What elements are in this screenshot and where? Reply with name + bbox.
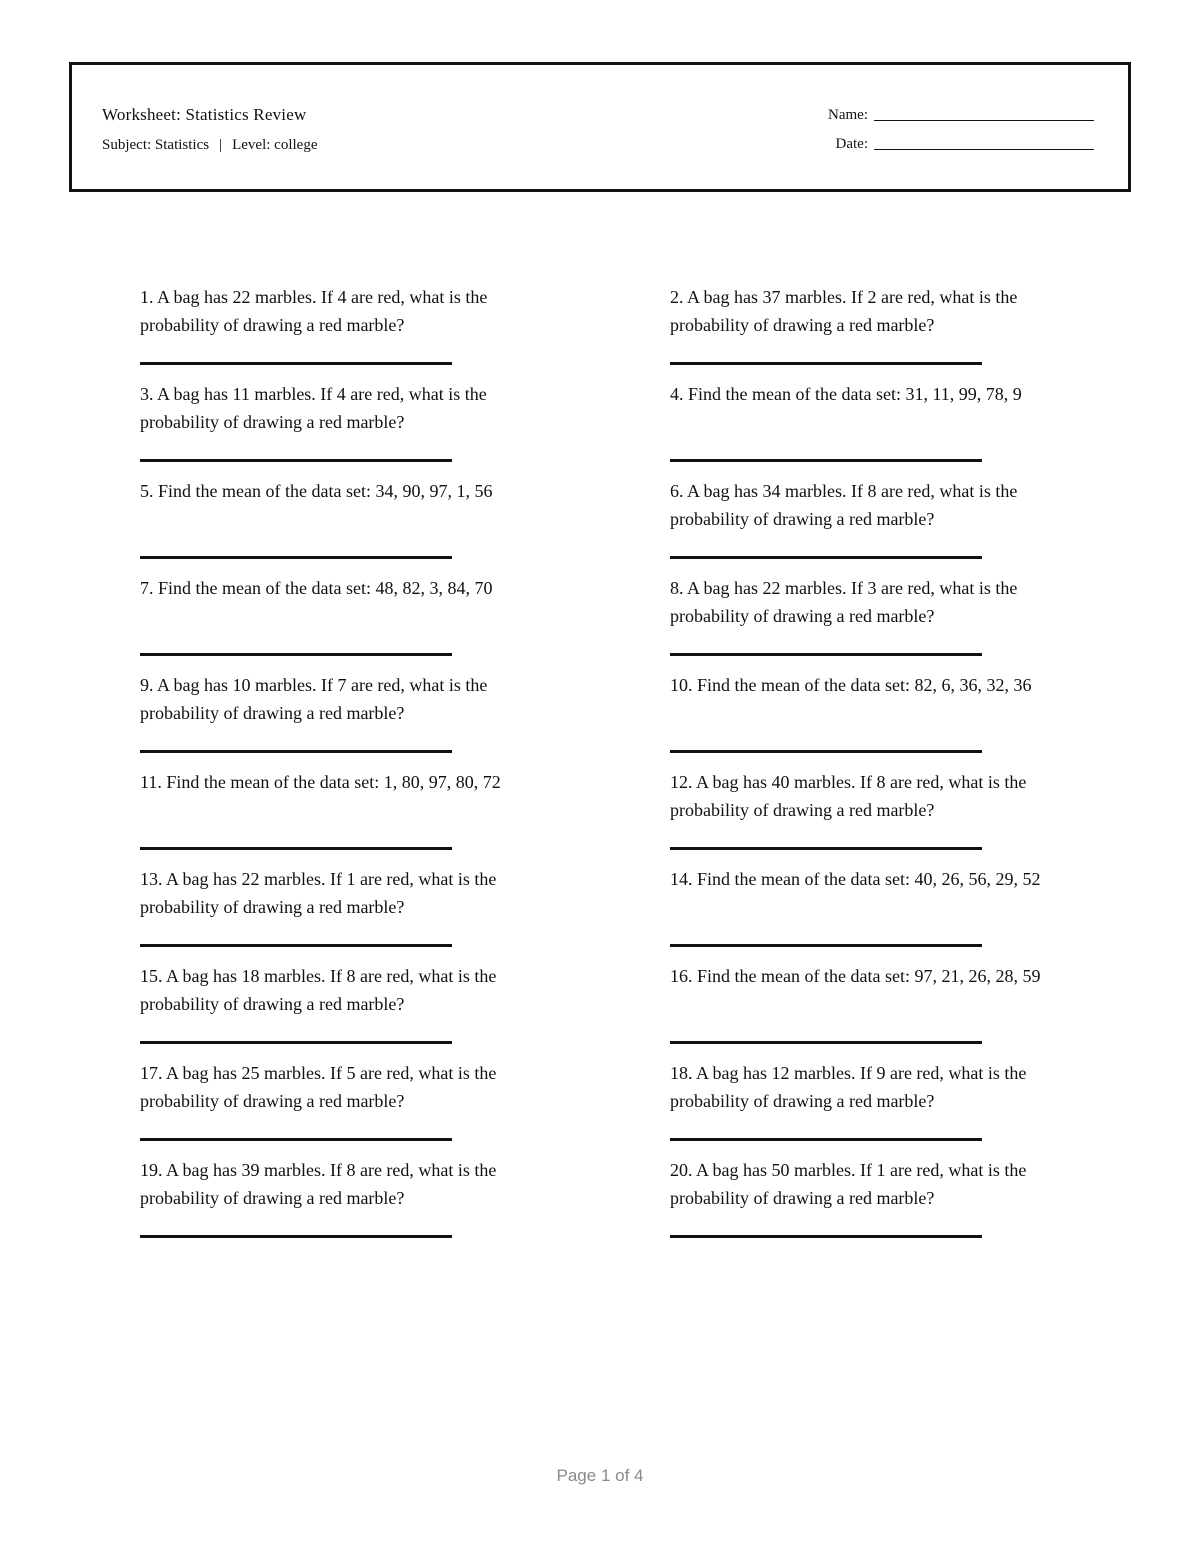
answer-line[interactable]: [670, 362, 982, 365]
question-text: 9. A bag has 10 marbles. If 7 are red, what is the probability of drawing a red marble?: [140, 675, 488, 723]
question-text: 7. Find the mean of the data set: 48, 82, 3, 84, 70: [140, 578, 493, 598]
question-text: 19. A bag has 39 marbles. If 8 are red, what is the probability of drawing a red marble?: [140, 1160, 497, 1208]
question-text: 8. A bag has 22 marbles. If 3 are red, what is the probability of drawing a red marble?: [670, 578, 1018, 626]
answer-line[interactable]: [140, 459, 452, 462]
question-text: 1. A bag has 22 marbles. If 4 are red, what is the probability of drawing a red marble?: [140, 287, 488, 335]
worksheet-title: Worksheet: Statistics Review: [102, 105, 307, 124]
question-item: [140, 1156, 570, 1253]
question-item: [670, 671, 1100, 768]
question-item: [670, 477, 1100, 574]
question-item: [140, 477, 570, 574]
question-text: 15. A bag has 18 marbles. If 8 are red, what is the probability of drawing a red marble?: [140, 966, 497, 1014]
answer-line[interactable]: [140, 1235, 452, 1238]
answer-line[interactable]: [670, 653, 982, 656]
answer-line[interactable]: [140, 556, 452, 559]
answer-line[interactable]: [670, 1138, 982, 1141]
question-text: 2. A bag has 37 marbles. If 2 are red, what is the probability of drawing a red marble?: [670, 287, 1018, 335]
question-text: 4. Find the mean of the data set: 31, 11, 99, 78, 9: [670, 384, 1022, 404]
answer-line[interactable]: [140, 847, 452, 850]
date-label: Date:: [835, 136, 868, 152]
question-text: 10. Find the mean of the data set: 82, 6, 36, 32, 36: [670, 675, 1032, 695]
question-text: 17. A bag has 25 marbles. If 5 are red, what is the probability of drawing a red marble?: [140, 1063, 497, 1111]
question-text: 11. Find the mean of the data set: 1, 80, 97, 80, 72: [140, 772, 501, 792]
name-blank-line[interactable]: [874, 106, 1094, 121]
questions-grid: [140, 283, 1090, 1253]
question-item: [140, 671, 570, 768]
answer-line[interactable]: [670, 847, 982, 850]
answer-line[interactable]: [670, 556, 982, 559]
question-item: [140, 865, 570, 962]
subject-level-line: [102, 135, 317, 155]
question-text: 12. A bag has 40 marbles. If 8 are red, what is the probability of drawing a red marble?: [670, 772, 1027, 820]
subject-label: Subject: Statistics: [102, 137, 210, 153]
question-item: [670, 1156, 1100, 1253]
answer-line[interactable]: [670, 750, 982, 753]
question-item: [670, 768, 1100, 865]
question-item: [140, 283, 570, 380]
question-item: [670, 1059, 1100, 1156]
question-item: [670, 865, 1100, 962]
question-text: 6. A bag has 34 marbles. If 8 are red, what is the probability of drawing a red marble?: [670, 481, 1018, 529]
header-info: [102, 105, 317, 155]
question-item: [140, 380, 570, 477]
answer-line[interactable]: [670, 944, 982, 947]
answer-line[interactable]: [140, 1041, 452, 1044]
question-text: 13. A bag has 22 marbles. If 1 are red, what is the probability of drawing a red marble?: [140, 869, 497, 917]
answer-line[interactable]: [140, 1138, 452, 1141]
separator: |: [219, 137, 223, 153]
header-fields: [828, 105, 1094, 154]
question-item: [670, 283, 1100, 380]
answer-line[interactable]: [140, 750, 452, 753]
level-label: Level: college: [232, 137, 318, 153]
question-text: 14. Find the mean of the data set: 40, 26, 56, 29, 52: [670, 869, 1041, 889]
answer-line[interactable]: [670, 1235, 982, 1238]
question-text: 16. Find the mean of the data set: 97, 21, 26, 28, 59: [670, 966, 1041, 986]
worksheet-header: [69, 62, 1131, 192]
name-label: Name:: [828, 107, 868, 123]
question-item: [140, 768, 570, 865]
answer-line[interactable]: [140, 362, 452, 365]
answer-line[interactable]: [140, 944, 452, 947]
question-text: 3. A bag has 11 marbles. If 4 are red, what is the probability of drawing a red marble?: [140, 384, 487, 432]
question-item: [670, 962, 1100, 1059]
question-item: [670, 380, 1100, 477]
name-field: [828, 105, 1094, 125]
question-item: [140, 574, 570, 671]
question-text: 18. A bag has 12 marbles. If 9 are red, what is the probability of drawing a red marble?: [670, 1063, 1027, 1111]
answer-line[interactable]: [670, 1041, 982, 1044]
question-item: [140, 1059, 570, 1156]
answer-line[interactable]: [140, 653, 452, 656]
page-number: Page 1 of 4: [556, 1466, 644, 1485]
date-field: [828, 134, 1094, 154]
question-text: 20. A bag has 50 marbles. If 1 are red, what is the probability of drawing a red marble?: [670, 1160, 1027, 1208]
question-text: 5. Find the mean of the data set: 34, 90, 97, 1, 56: [140, 481, 493, 501]
question-item: [670, 574, 1100, 671]
date-blank-line[interactable]: [874, 135, 1094, 150]
question-item: [140, 962, 570, 1059]
answer-line[interactable]: [670, 459, 982, 462]
